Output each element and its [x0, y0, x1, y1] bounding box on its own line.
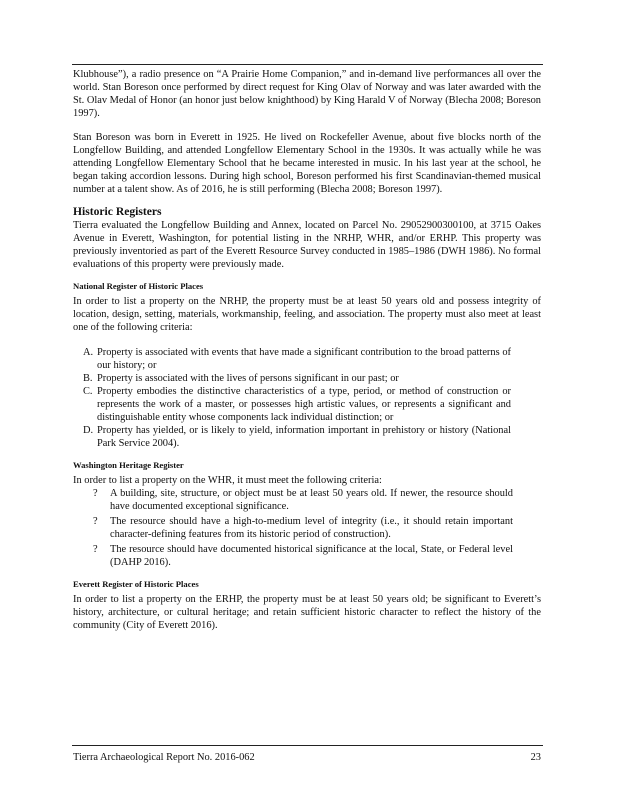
footer-rule: [72, 745, 543, 746]
whr-criterion: ? A building, site, structure, or object must be at least 50 years old. If newer, the resource should have documented exceptional significance.: [93, 488, 513, 512]
whr-heading: Washington Heritage Register: [73, 460, 184, 470]
nrhp-criterion: C. Property embodies the distinctive characteristics of a type, period, or method of construction or represents the work of a master, or possesses high artistic values, or represents a significant and distinguishable entity whose components lack individual distinction; or: [83, 386, 511, 423]
nrhp-criterion: B. Property is associated with the lives of persons significant in our past; or: [83, 373, 399, 384]
boreson-paragraph: Stan Boreson was born in Everett in 1925. He lived on Rockefeller Avenue, about five blocks north of the Longfellow Building, and attended Longfellow Elementary School in the 1930s. It was actually while he was attending Longfellow Elementary School that he became interested in music. In his last year at the school, he began taking accordion lessons. During high school, Boreson performed his first Scandinavian-themed musical number at a talent show. As of 2016, he is still performing (Blecha 2008; Boreson 1997).: [73, 132, 541, 195]
nrhp-criterion: D. Property has yielded, or is likely to yield, information important in prehistory or history (National Park Service 2004).: [83, 425, 511, 449]
whr-criteria-list: [73, 487, 541, 569]
header-rule: [72, 64, 543, 65]
footer-report-label: Tierra Archaeological Report No. 2016-062: [73, 752, 255, 763]
whr-intro: In order to list a property on the WHR, it must meet the following criteria:: [73, 475, 382, 486]
whr-criterion: ? The resource should have documented historical significance at the local, State, or Federal level (DAHP 2016).: [93, 544, 513, 568]
erhp-intro: In order to list a property on the ERHP, the property must be at least 50 years old; be significant to Everett’s history, architecture, or cultural heritage; and retain sufficient historic character to reflect the history of the community (City of Everett 2016).: [73, 594, 541, 631]
nrhp-criteria-list: [73, 346, 541, 450]
page-footer: [73, 752, 541, 763]
page-number: 23: [530, 752, 541, 763]
historic-registers-heading: Historic Registers: [73, 205, 162, 218]
historic-registers-intro: Tierra evaluated the Longfellow Building and Annex, located on Parcel No. 29052900300100, at 3715 Oakes Avenue in Everett, Washington, for potential listing in the NRHP, WHR, and/or ERHP. This property was previously inventoried as part of the Everett Resource Survey conducted in 1985–1986 (DWH 1986). No formal evaluations of this property were previously made.: [73, 220, 541, 270]
nrhp-heading: National Register of Historic Places: [73, 281, 204, 291]
erhp-heading: Everett Register of Historic Places: [73, 579, 199, 589]
nrhp-intro: In order to list a property on the NRHP, the property must be at least 50 years old and possess integrity of location, design, setting, materials, workmanship, feeling, and association. The property must also meet at least one of the following criteria:: [73, 296, 541, 333]
whr-criterion: ? The resource should have a high-to-medium level of integrity (i.e., it should retain important character-defining features from its historic period of construction).: [93, 516, 513, 540]
page-body: [73, 68, 541, 632]
continuation-paragraph: Klubhouse”), a radio presence on “A Prairie Home Companion,” and in-demand live performances all over the world. Stan Boreson once performed by direct request for King Olav of Norway and was later awarded with the St. Olav Medal of Honor (an honor just below knighthood) by King Harald V of Norway (Blecha 2008; Boreson 1997).: [73, 69, 541, 119]
nrhp-criterion: A. Property is associated with events that have made a significant contribution to the broad patterns of our history; or: [83, 347, 511, 371]
